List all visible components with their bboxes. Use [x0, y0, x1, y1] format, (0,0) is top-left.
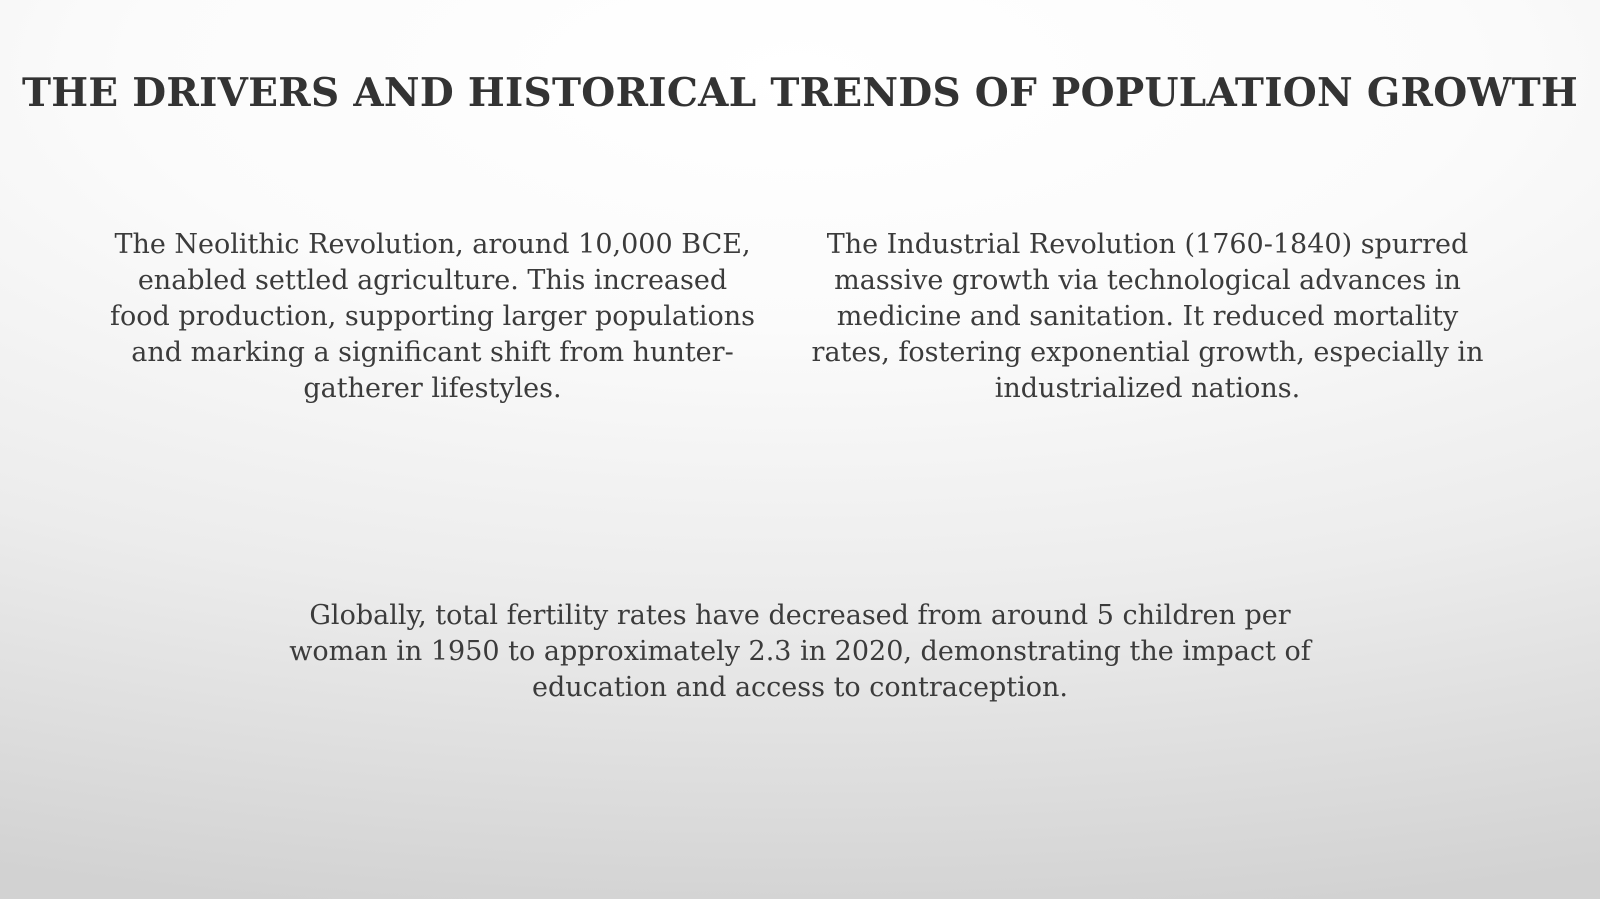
industrial-revolution-paragraph: The Industrial Revolution (1760-1840) spurred massive growth via technological advances in medicine and sanitation. It reduced mortality rates, fostering exponential growth, especially in industrialized nations.: [811, 229, 1484, 404]
neolithic-revolution-paragraph: The Neolithic Revolution, around 10,000 BCE, enabled settled agriculture. This increased food production, supporting larger populations and marking a significant shift from hunter-gatherer lifestyles.: [110, 229, 755, 404]
fertility-rates-paragraph: Globally, total fertility rates have decreased from around 5 children per woman in 1950 to approximately 2.3 in 2020, demonstrating the impact of education and access to contraception.: [289, 600, 1311, 703]
slide-title: THE DRIVERS AND HISTORICAL TRENDS OF POPULATION GROWTH: [21, 70, 1579, 116]
